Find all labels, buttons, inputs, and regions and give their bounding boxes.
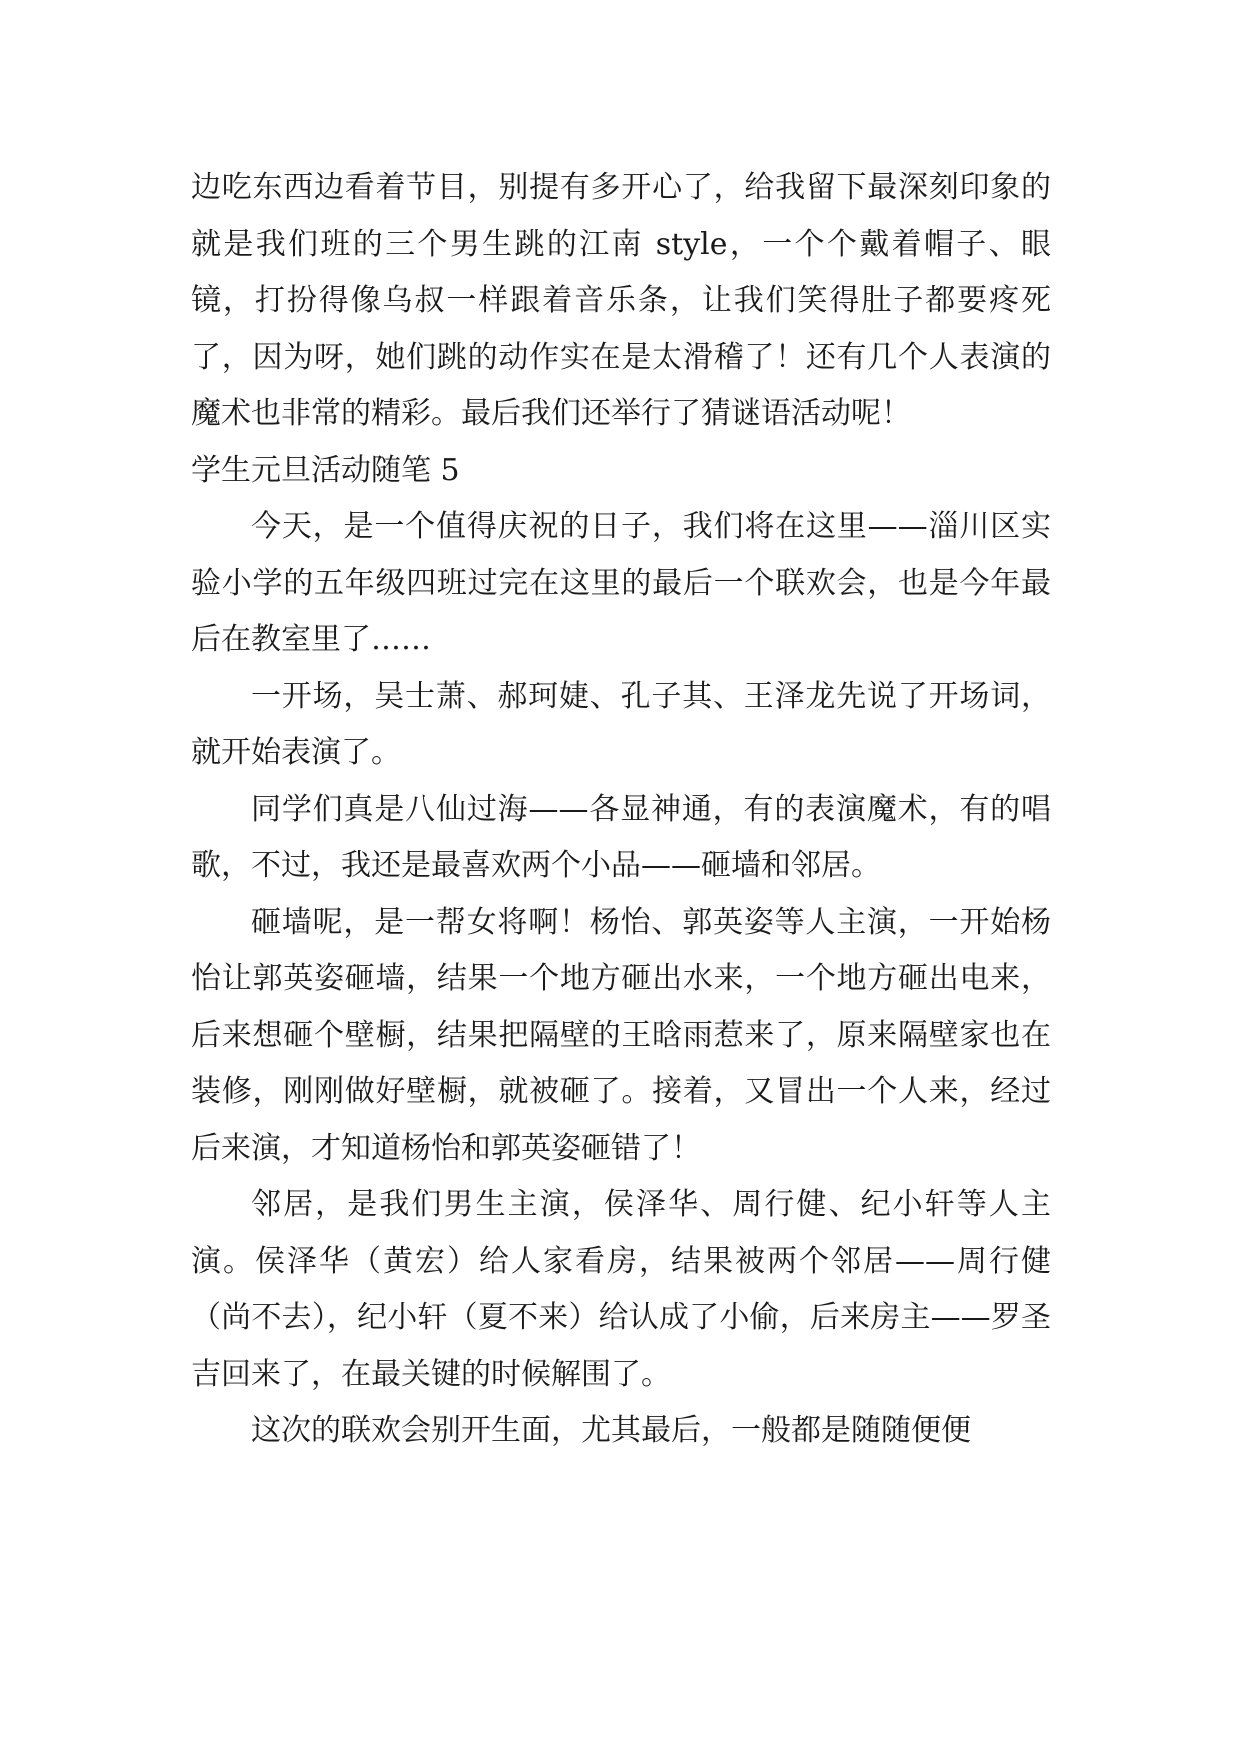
section-title: 学生元旦活动随笔 5 [191,452,460,488]
paragraph: 一开场，吴士萧、郝珂婕、孔子其、王泽龙先说了开场词，就开始表演了。 [191,678,1051,770]
paragraph: 这次的联欢会别开生面，尤其最后，一般都是随随便便 [251,1413,971,1448]
continued-paragraph: 边吃东西边看着节目，别提有多开心了，给我留下最深刻印象的就是我们班的三个男生跳的江南 style，一个个戴着帽子、眼镜，打扮得像乌叔一样跟着音乐条，让我们笑得肚子都要疼死了，因为呀，她们跳的动作实在是太滑稽了！还有几个人表演的魔术也非常的精彩。最后我们还举行了猜谜语活动呢！ [191,170,1051,431]
paragraph: 邻居，是我们男生主演，侯泽华、周行健、纪小轩等人主演。侯泽华（黄宏）给人家看房，结果被两个邻居——周行健（尚不去），纪小轩（夏不来）给认成了小偷，后来房主——罗圣吉回来了，在最关键的时候解围了。 [191,1187,1051,1392]
paragraph: 今天，是一个值得庆祝的日子，我们将在这里——淄川区实验小学的五年级四班过完在这里的最后一个联欢会，也是今年最后在教室里了…… [191,509,1051,657]
document-body [191,160,1051,1460]
paragraph: 同学们真是八仙过海——各显神通，有的表演魔术，有的唱歌，不过，我还是最喜欢两个小品——砸墙和邻居。 [191,791,1051,883]
paragraph: 砸墙呢，是一帮女将啊！杨怡、郭英姿等人主演，一开始杨怡让郭英姿砸墙，结果一个地方砸出水来，一个地方砸出电来，后来想砸个壁橱，结果把隔壁的王晗雨惹来了，原来隔壁家也在装修，刚刚做好壁橱，就被砸了。接着，又冒出一个人来，经过后来演，才知道杨怡和郭英姿砸错了！ [191,904,1051,1166]
